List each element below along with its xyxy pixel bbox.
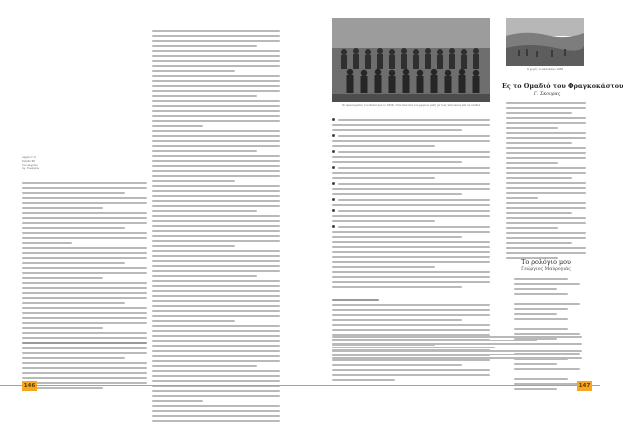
page-number-left: 146 xyxy=(23,383,36,389)
list-item xyxy=(332,225,490,228)
left-page xyxy=(0,0,300,400)
landscape-photo-image xyxy=(506,18,584,66)
group-photo xyxy=(332,18,490,102)
list-item xyxy=(332,209,490,212)
footnotes xyxy=(332,336,582,361)
list-item xyxy=(332,134,490,137)
list-item xyxy=(332,118,490,121)
list-item xyxy=(332,150,490,153)
landscape-photo-caption: Ο χορός το καλοκαίρι 1956 xyxy=(526,68,564,71)
page-footer-line xyxy=(300,385,600,386)
margin-note-line: αρχείο Γ.Χ. xyxy=(22,156,37,159)
column-subheading: Γ. Σκουρας xyxy=(533,92,561,97)
margin-note-line: Σελίδα 96 xyxy=(22,159,35,163)
landscape-photo xyxy=(506,18,584,66)
list-item xyxy=(332,166,490,169)
left-column-2 xyxy=(152,30,280,425)
left-column-1 xyxy=(22,182,147,392)
poem-subheading: Γεώργιος Μαύρογιάς xyxy=(521,267,571,272)
list-item xyxy=(332,198,490,201)
right-column-2 xyxy=(506,102,586,262)
margin-note xyxy=(22,156,62,171)
group-photo-image xyxy=(332,18,490,102)
margin-note-line: του αρχείου xyxy=(22,163,38,167)
page-footer-line xyxy=(0,385,300,386)
margin-note-line: Αγ. Γεωργίου xyxy=(22,167,40,171)
page-number-right: 147 xyxy=(578,383,591,389)
list-item xyxy=(332,182,490,185)
column-heading: Ες το Ομαδιό του Φραγκοκάστου xyxy=(502,82,623,90)
group-photo-caption: Οι πρωτεργάτες του Συλλόγου το 1956, στην πλατεία του χωριού, μαζί με τους κατοίκους και τα παιδιά xyxy=(341,104,481,107)
right-page xyxy=(300,0,623,400)
poem-title: Το ρολόγιο μου xyxy=(521,258,571,266)
